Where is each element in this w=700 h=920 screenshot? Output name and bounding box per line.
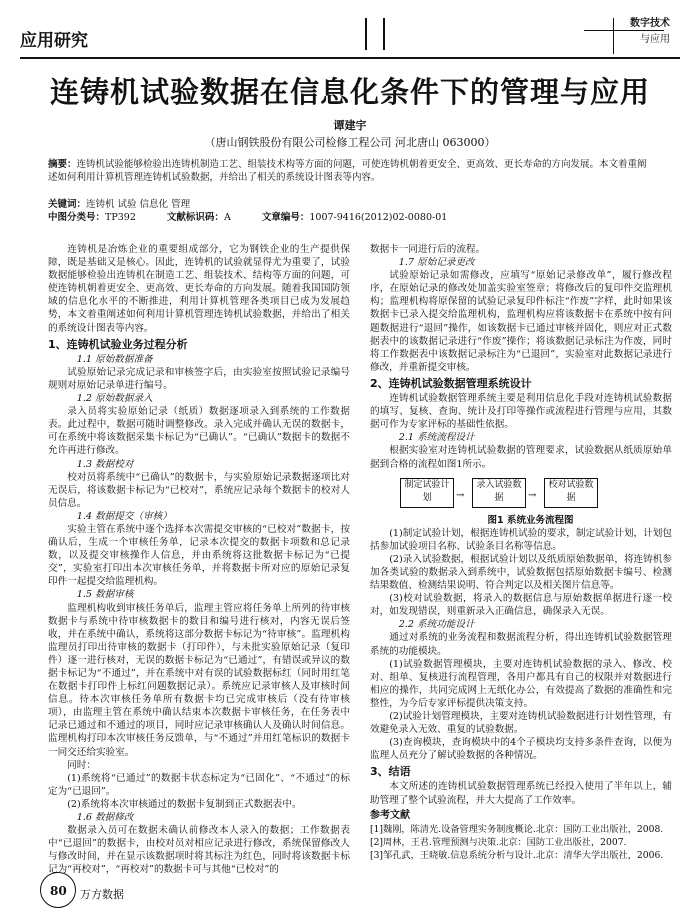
heading-2-1: 2.1 系统流程设计 bbox=[398, 432, 475, 444]
journal-logo bbox=[578, 16, 674, 56]
running-header bbox=[20, 14, 680, 60]
wanfang-watermark: 万方数据 bbox=[80, 888, 124, 901]
heading-1-4: 1.4 数据提交（审核） bbox=[76, 510, 172, 522]
keywords-row bbox=[48, 198, 648, 211]
paragraph-1-1: 试验原始记录完成记录和审核签字后，由实验室按照试验记录编号规则对原始记录单进行编号。 bbox=[48, 366, 350, 391]
author: 谭建宇 bbox=[333, 119, 367, 132]
logo-line2: 与应用 bbox=[640, 34, 670, 45]
paragraph-same-time: 同时： bbox=[67, 759, 96, 771]
flow-box-proofread: 校对试验数据 bbox=[544, 478, 598, 508]
heading-1-2: 1.2 原始数据录入 bbox=[76, 393, 153, 405]
flow-step-1: (1)制定试验计划，根据连铸机试验的要求，制定试验计划，计划包括参加试验项目名称、试验条目名称等信息。 bbox=[370, 527, 672, 552]
right-column bbox=[370, 243, 672, 862]
flowchart bbox=[370, 474, 672, 514]
flow-arrow-icon: → bbox=[456, 489, 465, 501]
abstract-text: 连铸机试验能够检验出连铸机制造工艺、组装技术构等方面的问题，可使连铸机朝着更安全、更高效、更长寿命的方向发展。本文着重阐述如何利用计算机管理连铸机试验数据，并给出了相关的系统设计图表等内容。 bbox=[48, 159, 647, 183]
clc-label: 中图分类号： bbox=[48, 212, 106, 223]
paragraph-1-7: 试验原始记录如需修改，应填写“原始记录修改单”，履行修改程序，在原始记录的修改处加盖实验室签章；将修改后的复印件交监理机构；监理机构将原保留的试验记录复印件标注“作废”字样，此时如果该数据卡已录入提交给监理机构，监理机构应将该数据卡在系统中按有问题数据进行“退回”操作，如该数据卡已通过审核并固化，则应对正式数据表中的该数据记录进行“作废”操作；将该数据记录标注为作废，同时将工作数据表中该数据记录标注为“已退回”，实验室对此数据记录进行修改，并重新提交审核。 bbox=[370, 270, 672, 373]
heading-2-2: 2.2 系统功能设计 bbox=[398, 619, 475, 631]
page-footer bbox=[40, 872, 240, 912]
reference-item: [1]魏刚，陈清光.设备管理实务制度概论.北京：国防工业出版社，2008. bbox=[370, 823, 664, 835]
heading-1-5: 1.5 数据审核 bbox=[76, 589, 134, 601]
heading-section-1: 1、连铸机试验业务过程分析 bbox=[48, 337, 188, 351]
paragraph-same-1: (1)系统将“已通过”的数据卡状态标定为“已固化”、“不通过”的标定为“已退回”。 bbox=[48, 772, 350, 797]
module-3: (3)查询模块，查询模块中的4个子模块均支持多条件查询，以便为监理人员充分了解试验数据的各种情况。 bbox=[370, 737, 672, 762]
article-title: 连铸机试验数据在信息化条件下的管理与应用 bbox=[49, 75, 650, 109]
clc-value: TP392 bbox=[105, 212, 136, 223]
references-title: 参考文献 bbox=[370, 809, 410, 821]
paragraph-1-5: 监理机构收到审核任务单后，监理主管应将任务单上所列的待审核数据卡与系统中待审核数据卡的数目和编号进行核对，内容无误后签收，并在系统中确认，系统将这部分数据卡标记为“待审核”。监理机构监理员打印出待审核的数据卡（打印件），与未批实验原始记录（复印件）逐一进行核对，无误的数据卡标记为“已通过”，有错误或异议的数据卡标记为“不通过”，并在系统中对有误的试验数据标红（同时用红笔在数据卡打印件上标红问题数据记录）。系统应记录审核人及审核时间信息。待本次审核任务单所有数据卡均已完成审核后（没有待审核项），由监理主管在系统中确认结束本次数据卡审核任务，在任务表中记录已通过和不通过的项目，同时应记录审核确认人及确认时间信息。监理机构打印本次审核任务反馈单，与“不通过”并用红笔标识的数据卡一同交还给实验室。 bbox=[48, 602, 350, 758]
paragraph-2-1: 根据实验室对连铸机试验数据的管理要求，试验数据从纸质原始单据到合格的流程如图1所示。 bbox=[370, 445, 672, 470]
flow-box-plan: 制定试验计划 bbox=[400, 478, 454, 508]
left-column bbox=[48, 243, 350, 877]
heading-1-6: 1.6 数据修改 bbox=[76, 812, 134, 824]
doc-code-label: 文献标识码： bbox=[166, 212, 224, 223]
paragraph-same-2: (2)系统将本次审核通过的数据卡复制到正式数据表中。 bbox=[67, 798, 302, 810]
paragraph-3: 本文所述的连铸机试验数据管理系统已经投入使用了半年以上，辅助管理了整个试验流程，并大大提高了工作效率。 bbox=[370, 781, 672, 806]
flow-step-3: (3)校对试验数据，将录入的数据信息与原始数据单据进行逐一校对，如发现错误，则重新录入正确信息，确保录入无误。 bbox=[370, 593, 672, 618]
heading-1-7: 1.7 原始记录更改 bbox=[398, 257, 475, 269]
paragraph-1-2: 录入员将实验原始记录（纸质）数据逐项录入到系统的工作数据表。此过程中，数据可随时调整修改。录入完成并确认无误的数据卡，可在系统中将该数据采集卡标记为“已确认”。“已确认”数据卡的数据不允许再进行修改。 bbox=[48, 406, 350, 457]
heading-1-3: 1.3 数据校对 bbox=[76, 458, 134, 470]
paragraph-1-4: 实验主管在系统中逐个选择本次需提交审核的“已校对”数据卡，按确认后，生成一个审核任务单，记录本次提交的数据卡项数和总记录数，以及提交审核操作人信息，并由系统将这批数据卡标记为“已提交”，实验室打印出本次审核任务单，并将数据卡所对应的原始记录复印件一起提交给监理机构。 bbox=[48, 523, 350, 588]
figure-caption: 图1 系统业务流程图 bbox=[487, 514, 574, 526]
article-meta bbox=[48, 198, 648, 224]
keywords-label: 关键词： bbox=[48, 199, 87, 210]
reference-item: [2]周林，王君.管理预测与决策.北京：国防工业出版社，2007. bbox=[370, 836, 627, 848]
page-number: 80 bbox=[50, 884, 67, 898]
module-1: (1)试验数据管理模块，主要对连铸机试验数据的录入、修改、校对、组单、复核进行流程管理，各用户都具有自己的权限并对数据进行相应的操作，共同完成网上无纸化办公，有效提高了数据的准确性和完整性，为今后专家评标提供决策支持。 bbox=[370, 658, 672, 709]
abstract bbox=[48, 158, 648, 184]
references-list bbox=[370, 823, 672, 862]
keywords-text: 连铸机 试验 信息化 管理 bbox=[86, 199, 191, 210]
header-divider-bars bbox=[365, 18, 385, 50]
doc-code-value: A bbox=[223, 212, 231, 223]
intro-paragraph: 连铸机是冶炼企业的重要组成部分，它为钢铁企业的生产提供保障，既是基础又是核心。因此，连铸机的试验就显得尤为重要了，试验数据能够检验出连铸机在制造工艺、组装技术、结构等方面的问题，可使连铸机朝着更安全、更高效、更长寿命的方向发展。随着我国国防领域的信息化水平的不断推进，利用计算机管理各类项目已成为发展趋势，本文着重阐述如何利用计算机管理连铸机试验数据，并给出了相关的系统设计图表等内容。 bbox=[48, 244, 350, 334]
paragraph-continued: 数据卡一同进行后的流程。 bbox=[370, 244, 486, 255]
article-no-value: 1007-9416(2012)02-0080-01 bbox=[309, 212, 448, 223]
heading-section-3: 3、结语 bbox=[370, 765, 411, 779]
abstract-label: 摘要： bbox=[48, 159, 77, 170]
module-2: (2)试验计划管理模块，主要对连铸机试验数据进行计划性管理，有效避免录入无效、重复的试验数据。 bbox=[370, 711, 672, 736]
paragraph-1-6: 数据录入员可在数据未确认前修改本人录入的数据；工作数据表中“已退回”的数据卡，由校对员对相应记录进行修改，系统保留修改人与修改时间，并在显示该数据项时将其标注为红色，同时将该数据卡标记为“再校对”，“再校对”的数据卡可与其他“已校对”的 bbox=[48, 825, 350, 876]
flow-arrow-icon: → bbox=[528, 489, 537, 501]
header-rule bbox=[20, 57, 680, 59]
logo-cross-vertical bbox=[613, 18, 614, 54]
paragraph-2-2: 通过对系统的业务流程和数据流程分析，得出连铸机试验数据管理系统的功能模块。 bbox=[370, 632, 672, 657]
heading-section-2: 2、连铸机试验数据管理系统设计 bbox=[370, 376, 532, 390]
logo-line1: 数字技术 bbox=[630, 18, 670, 29]
flow-box-entry: 录入试验数据 bbox=[472, 478, 526, 508]
heading-1-1: 1.1 原始数据准备 bbox=[76, 353, 153, 365]
section-label: 应用研究 bbox=[20, 31, 88, 51]
flow-step-2: (2)录入试验数据，根据试验计划以及纸质原始数据单，将连铸机参加各类试验的数据录入到系统中，试验数据包括原始数据卡编号、检测结果数值、检测结果说明、符合判定以及相关图片信息等。 bbox=[370, 553, 672, 592]
paragraph-1-3: 校对员将系统中“已确认”的数据卡，与实验原始记录数据逐项比对无误后，将该数据卡标记为“已校对”，系统应记录每个数据卡的校对人员信息。 bbox=[48, 471, 350, 509]
classification-row bbox=[48, 211, 648, 224]
paragraph-2: 连铸机试验数据管理系统主要是利用信息化手段对连铸机试验数据的填写、复核、查询、统计及打印等操作或流程进行管理与应用，其数据可作为专家评标的基础性依据。 bbox=[370, 393, 672, 431]
logo-cross-horizontal bbox=[584, 30, 664, 31]
reference-item: [3]邹孔武，王晓敏.信息系统分析与设计.北京：清华大学出版社，2006. bbox=[370, 849, 664, 861]
article-no-label: 文章编号： bbox=[261, 212, 310, 223]
affiliation: （唐山钢铁股份有限公司检修工程公司 河北唐山 063000） bbox=[204, 136, 496, 149]
